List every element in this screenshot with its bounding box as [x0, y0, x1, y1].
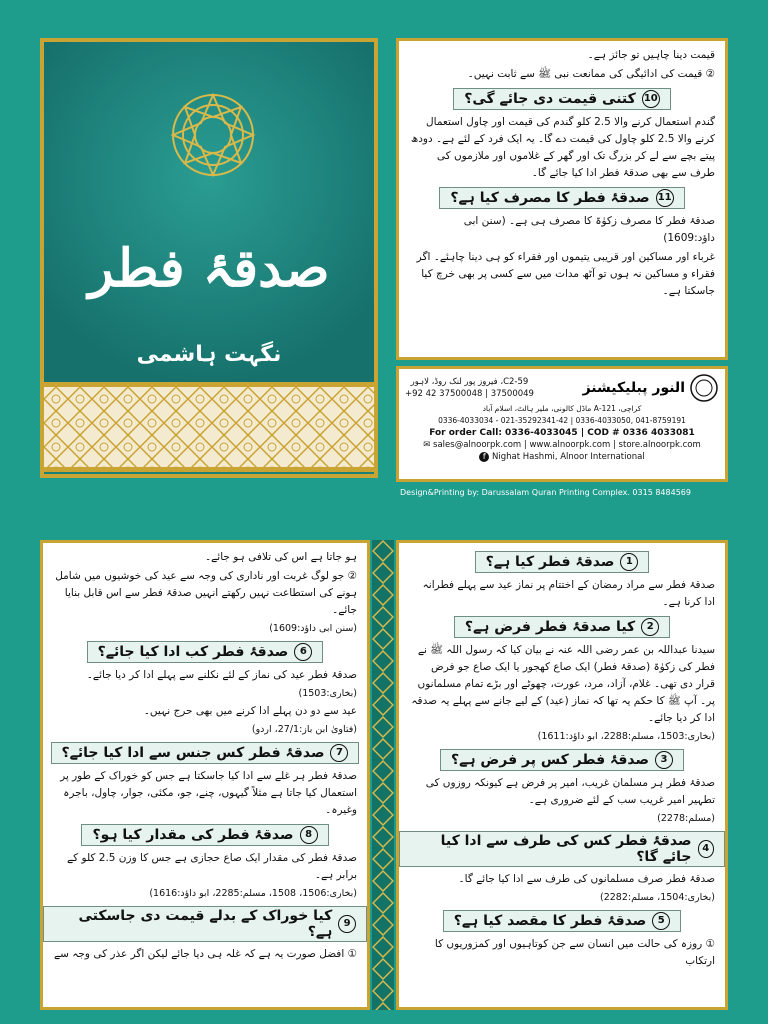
section-heading-9 — [43, 906, 367, 942]
publisher-panel — [396, 366, 728, 482]
cover-author: نگہت ہاشمی — [136, 342, 282, 367]
section-heading-3 — [399, 749, 725, 771]
reference: (فتاویٰ ابن باز:27/1، اردو) — [251, 724, 357, 735]
section-number: 3 — [655, 751, 673, 769]
section-heading-2 — [399, 616, 725, 638]
heading-text: صدقۂ فطر کب ادا کیا جائے؟ — [97, 644, 289, 660]
section-heading-4 — [399, 831, 725, 867]
ornament-strip — [372, 540, 394, 1010]
cover-title: صدقۂ فطر — [88, 238, 330, 299]
lattice-pattern — [44, 387, 374, 467]
section-paragraph: صدقۂ فطر ہر غلے سے ادا کیا جاسکتا ہے جس کو خوراک کے طور پر استعمال کیا جاتا ہے مثلاً گیہوں، چنے، جو، مکئی، جوار، چاول، باجرہ وغیرہ۔ — [60, 770, 357, 816]
panel-bottom-right — [396, 540, 728, 1010]
panel-top-right — [396, 38, 728, 360]
section-paragraph: صدقۂ فطر ہر مسلمان غریب، امیر پر فرض ہے کیونکہ روزوں کی تطہیر امیر غریب سب کے لئے ضروری ہے۔ — [425, 777, 715, 806]
section-heading-5 — [399, 910, 725, 932]
intro-line: ② جو لوگ غربت اور ناداری کی وجہ سے عید کی خوشیوں میں شامل ہونے کی استطاعت نہیں رکھتے انہیں صدقۂ فطر سے اس قابل بنایا جائے۔ — [55, 570, 357, 616]
lattice-border — [44, 467, 374, 472]
heading-text: صدقۂ فطر کیا ہے؟ — [485, 554, 615, 570]
section-paragraph: صدقۂ فطر صرف مسلمانوں کی طرف سے ادا کیا جائے گا۔ — [458, 873, 715, 885]
publisher-logo-icon — [689, 373, 719, 403]
reference: (بخاری:1504، مسلم:2282) — [599, 892, 715, 903]
heading-text: صدقۂ فطر کس پر فرض ہے؟ — [451, 752, 650, 768]
section-paragraph: ① روزہ کی حالت میں انسان سے جن کوتاہیوں اور کمزوریوں کا ارتکاب — [434, 938, 715, 967]
section-paragraph: صدقۂ فطر کا مصرف زکوٰۃ کا مصرف ہی ہے۔ (سنن ابی داؤد:1609) — [463, 215, 715, 244]
section-paragraph: گندم استعمال کرنے والا 2.5 کلو گندم کی قیمت اور چاول استعمال کرنے والا 2.5 کلو چاول کی قیمت دے گا۔ یہ ایک فرد کے لئے ہے۔ دودھ پیتے بچے سے لے کر بزرگ تک اور گھر کے غلاموں اور ملازموں کی طرف سے بھی صدقۂ فطر ادا کیا جائے گا۔ — [410, 116, 715, 179]
intro-line: ② قیمت کی ادائیگی کی ممانعت نبی ﷺ سے ثابت نہیں۔ — [467, 68, 715, 80]
section-heading-1 — [399, 551, 725, 573]
section-number: 5 — [652, 912, 670, 930]
section-number: 6 — [294, 643, 312, 661]
social-line — [405, 451, 719, 463]
facebook-icon: f — [479, 452, 489, 462]
reference: (بخاری:1503) — [298, 688, 357, 699]
section-heading-10 — [399, 88, 725, 110]
reference: (سنن ابی داؤد:1609) — [269, 623, 357, 634]
section-number: 11 — [656, 189, 674, 207]
section-heading-6 — [43, 641, 367, 663]
intro-line: ہو جاتا ہے اس کی تلافی ہو جائے۔ — [205, 551, 357, 563]
order-line: For order Call: 0336-4033045 | COD # 0336 4033081 — [429, 428, 695, 438]
email-icon: ✉ — [423, 440, 431, 450]
section-heading-11 — [399, 187, 725, 209]
panel-bottom-left — [40, 540, 370, 1010]
heading-text: صدقۂ فطر کی مقدار کیا ہو؟ — [92, 827, 294, 843]
heading-text: کتنی قیمت دی جائے گی؟ — [464, 91, 636, 107]
section-paragraph: غرباء اور مساکین اور قریبی یتیموں اور فقراء کو ہی دینا چاہئے۔ اگر فقراء و مساکین نہ ہوں تو آٹھ مدات میں سے کسی پر بھی خرچ کیا جاسکتا ہے۔ — [416, 251, 715, 297]
publisher-name: النور پبلیکیشنز — [582, 380, 685, 396]
heading-text: کیا خوراک کے بدلے قیمت دی جاسکتی ہے؟ — [78, 908, 333, 940]
heading-text: صدقۂ فطر کا مقصد کیا ہے؟ — [453, 913, 647, 929]
reference: (مسلم:2278) — [657, 813, 715, 824]
publisher-address: C2-59، فیروز پور لنک روڈ، لاہور — [410, 377, 529, 387]
social-handle[interactable]: Nighat Hashmi, Alnoor International — [492, 452, 645, 462]
reference: (بخاری:1503، مسلم:2288، ابو داؤد:1611) — [537, 731, 715, 742]
intro-line: قیمت دینا چاہیں تو جائز ہے۔ — [587, 49, 715, 61]
printing-credit: Design&Printing by: Darussalam Quran Printing Complex. 0315 8484569 — [400, 488, 691, 497]
heading-text: صدقۂ فطر کس جنس سے ادا کیا جائے؟ — [61, 745, 325, 761]
section-number: 8 — [300, 826, 318, 844]
section-number: 9 — [338, 915, 356, 933]
section-paragraph: صدقۂ فطر سے مراد رمضان کے اختتام پر نماز عید سے پہلے فطرانہ ادا کرنا ہے۔ — [422, 579, 715, 608]
email-web[interactable]: sales@alnoorpk.com | www.alnoorpk.com | store.alnoorpk.com — [433, 440, 701, 450]
section-number: 2 — [641, 618, 659, 636]
section-number: 7 — [330, 744, 348, 762]
section-paragraph: صدقۂ فطر عید کی نماز کے لئے نکلنے سے پہلے ادا کر دیا جائے۔ — [86, 669, 357, 681]
book-cover — [40, 38, 378, 478]
reference: (بخاری:1506، 1508، مسلم:2285، ابو داؤد:1616) — [149, 888, 357, 899]
section-paragraph: ① افضل صورت یہ ہے کہ غلہ ہی دیا جائے لیکن اگر عذر کی وجہ سے — [53, 948, 357, 960]
branch-phones: 0336-4033034 - 021-35292341-42 | 0336-4033050, 041-8759191 — [438, 416, 686, 425]
section-paragraph: صدقۂ فطر کی مقدار ایک صاع حجازی ہے جس کا وزن 2.5 کلو کے برابر ہے۔ — [67, 852, 357, 881]
section-heading-8 — [43, 824, 367, 846]
section-number: 10 — [642, 90, 660, 108]
branch-address: کراچی، 121-A ماڈل کالونی، ملیر ہالٹ، اسلام آباد — [482, 404, 642, 413]
heading-text: صدقۂ فطر کس کی طرف سے ادا کیا جائے گا؟ — [440, 833, 692, 865]
section-paragraph: عید سے دو دن پہلے ادا کرنے میں بھی حرج نہیں۔ — [143, 705, 357, 717]
heading-text: کیا صدقۂ فطر فرض ہے؟ — [464, 619, 636, 635]
section-number: 1 — [620, 553, 638, 571]
contact-line — [405, 439, 719, 451]
section-number: 4 — [698, 840, 714, 858]
ornament-rosette-icon — [168, 90, 258, 180]
section-paragraph: سیدنا عبداللہ بن عمر رضی اللہ عنہ نے بیان کیا کہ رسول اللہ ﷺ نے فطر کی زکوٰۃ (صدقۂ فطر) ایک صاع کھجور یا ایک صاع جو فرض قرار دی تھی۔ غلام، آزاد، مرد، عورت، چھوٹے اور بڑے تمام مسلمانوں پر۔ آپ ﷺ کا حکم یہ تھا کہ نماز (عید) کے لیے جانے سے پہلے یہ صدقہ ادا کر دیا جائے۔ — [411, 644, 715, 724]
publisher-phones: +92 42 37500048 | 37500049 — [405, 389, 534, 399]
heading-text: صدقۂ فطر کا مصرف کیا ہے؟ — [450, 190, 650, 206]
section-heading-7 — [43, 742, 367, 764]
